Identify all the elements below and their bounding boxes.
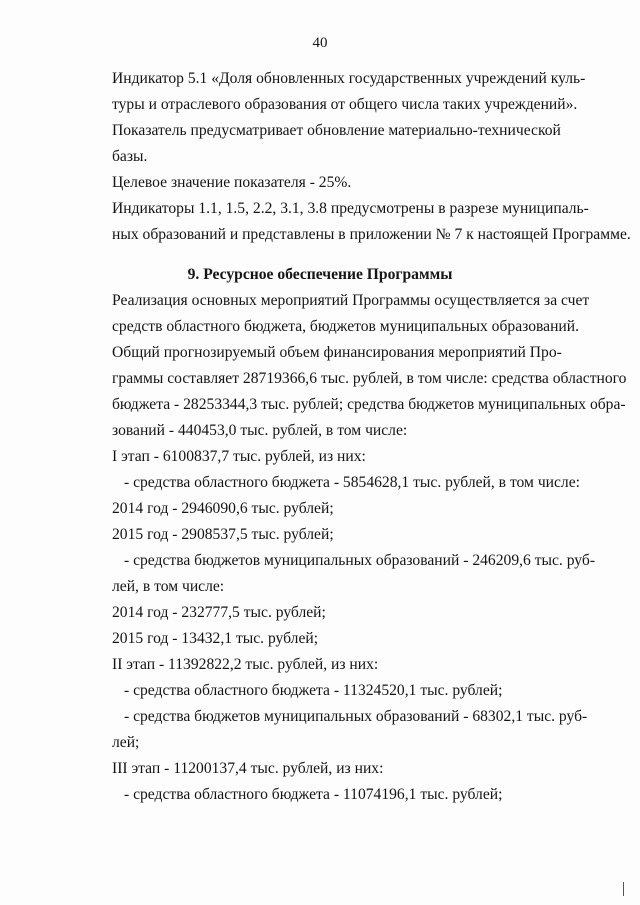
list-item: - средства областного бюджета - 11324520,1 тыс. рублей; xyxy=(124,682,503,699)
list-item: II этап - 11392822,2 тыс. рублей, из них: xyxy=(112,656,379,673)
list-item: 2015 год - 13432,1 тыс. рублей; xyxy=(112,630,319,647)
paragraph-line: Показатель предусматривает обновление материально-технической xyxy=(112,122,561,139)
paragraph-line: граммы составляет 28719366,6 тыс. рублей, в том числе: средства областного xyxy=(112,370,627,387)
list-item: - средства областного бюджета - 5854628,1 тыс. рублей, в том числе: xyxy=(124,474,580,491)
paragraph-line: Реализация основных мероприятий Программы осуществляется за счет xyxy=(112,292,590,309)
paragraph-line: Целевое значение показателя - 25%. xyxy=(112,174,352,191)
paragraph-line: базы. xyxy=(112,148,148,165)
list-item: III этап - 11200137,4 тыс. рублей, из них: xyxy=(112,760,384,777)
section-heading: 9. Ресурсное обеспечение Программы xyxy=(187,266,453,283)
list-item: 2015 год - 2908537,5 тыс. рублей; xyxy=(112,526,334,543)
list-item: - средства бюджетов муниципальных образований - 68302,1 тыс. руб- xyxy=(124,708,588,725)
scan-edge-mark xyxy=(623,882,624,896)
list-item: лей; xyxy=(112,734,140,751)
paragraph-line: туры и отраслевого образования от общего числа таких учреждений». xyxy=(112,96,578,113)
paragraph-line: бюджета - 28253344,3 тыс. рублей; средства бюджетов муниципальных обра- xyxy=(112,396,626,413)
paragraph-line: ных образований и представлены в приложении № 7 к настоящей Программе. xyxy=(112,226,631,243)
paragraph-line: Индикатор 5.1 «Доля обновленных государственных учреждений куль- xyxy=(112,70,586,87)
list-item: 2014 год - 2946090,6 тыс. рублей; xyxy=(112,500,334,517)
list-item: 2014 год - 232777,5 тыс. рублей; xyxy=(112,604,326,621)
paragraph-line: зований - 440453,0 тыс. рублей, в том числе: xyxy=(112,422,408,439)
paragraph-line: Общий прогнозируемый объем финансирования мероприятий Про- xyxy=(112,344,562,361)
paragraph-line: Индикаторы 1.1, 1.5, 2.2, 3.1, 3.8 предусмотрены в разрезе муниципаль- xyxy=(112,200,589,217)
list-item: - средства областного бюджета - 11074196,1 тыс. рублей; xyxy=(124,786,503,803)
paragraph-line: I этап - 6100837,7 тыс. рублей, из них: xyxy=(112,448,366,465)
list-item: лей, в том числе: xyxy=(112,578,225,595)
list-item: - средства бюджетов муниципальных образований - 246209,6 тыс. руб- xyxy=(124,552,596,569)
paragraph-line: средств областного бюджета, бюджетов муниципальных образований. xyxy=(112,318,579,335)
page-number: 40 xyxy=(312,35,328,51)
